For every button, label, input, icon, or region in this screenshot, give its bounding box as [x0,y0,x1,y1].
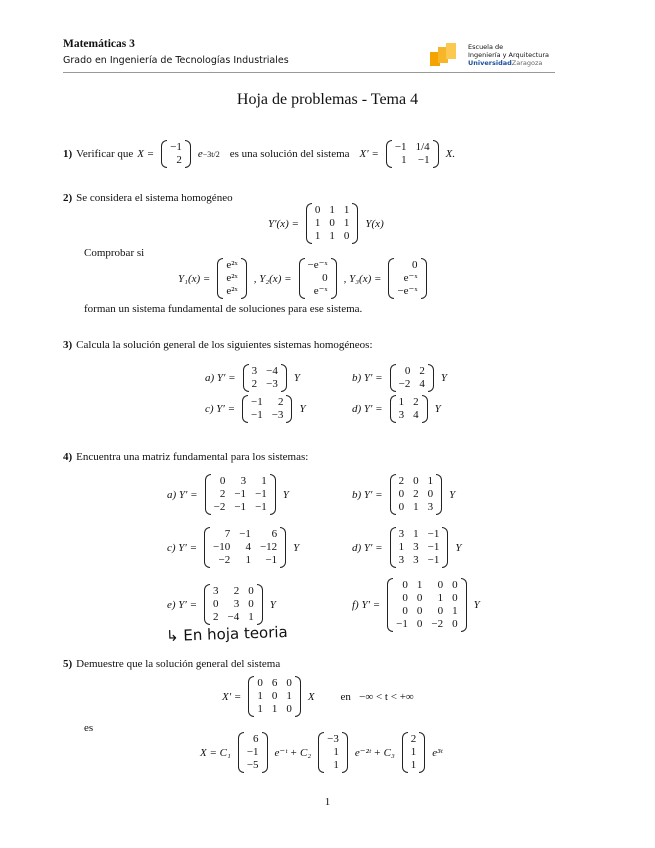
item-3b [352,364,447,392]
matrix-entry: 2 [410,733,417,745]
right-paren [352,203,358,244]
matrix-entry: 0 [286,677,292,689]
matrix-entry: −1 [239,528,251,540]
matrix-entry: −1 [251,396,263,408]
matrix-entry: 1 [329,204,335,216]
matrix-entry: 1 [257,703,263,715]
matrix-entry: 0 [413,475,419,487]
matrix-grid [396,474,437,515]
right-paren [421,258,427,299]
exponent: −3t/2 [202,149,220,159]
matrix-entry: 0 [257,677,263,689]
matrix-grid [396,364,428,392]
right-paren [433,140,439,168]
label: d) Y′ = [352,541,383,554]
item-3a [205,364,300,392]
logo-line1: Escuela de [468,43,504,51]
matrix-entry: 1 [437,592,444,604]
matrix-grid [312,203,353,244]
matrix-entry: 1 [286,690,292,702]
matrix-entry: −3 [266,378,278,390]
matrix-entry: 0 [322,272,328,284]
matrix-entry: −10 [213,541,231,553]
math: Y [455,541,462,554]
right-paren [270,474,276,515]
math: X′ = [222,690,242,703]
problem-number: 3) [63,339,73,351]
problem-number: 1) [63,148,73,160]
page-title: Hoja de problemas - Tema 4 [236,91,419,108]
problem-number: 2) [63,192,73,204]
matrix-entry: 0 [402,605,408,617]
matrix [390,527,449,568]
matrix-entry: 2 [233,585,240,597]
right-paren [419,732,425,773]
math: Y [293,541,300,554]
matrix-entry: 3 [427,501,434,513]
text: Se considera el sistema homogéneo [76,192,233,204]
matrix-entry: 0 [286,703,292,715]
matrix-entry: 0 [248,585,254,597]
matrix-entry: 0 [329,217,335,229]
matrix-entry: 1 [413,528,419,540]
label: c) Y′ = [205,403,235,415]
problem-number: 4) [63,451,73,463]
problem-5 [63,658,280,670]
matrix-grid [396,395,422,423]
matrix [386,140,439,168]
item-4b [352,474,455,515]
math: Y [473,599,480,611]
math: e⁻²ᵗ + C₃ [354,747,395,759]
matrix-entry: −2 [218,554,231,566]
right-paren [436,474,442,515]
matrix-entry: −2 [431,618,444,630]
item-3c [205,395,306,423]
matrix-entry: 4 [413,409,419,421]
matrix-entry: 0 [416,592,423,604]
math: , Y₂(x) = [253,272,292,285]
math: X = C₁ [200,746,231,759]
system-equation [222,676,414,717]
matrix-entry: 0 [452,592,458,604]
matrix-grid [210,527,280,568]
right-paren [428,364,434,392]
problem-2 [63,192,233,204]
matrix-grid [408,732,420,773]
matrix-entry: e²ˣ [226,272,238,284]
matrix-entry: 1 [398,541,405,553]
matrix-entry: 0 [402,592,408,604]
matrix-entry: 1 [452,605,458,617]
matrix-entry: 1 [401,154,407,166]
matrix-grid [249,364,281,392]
degree-name: Grado en Ingeniería de Tecnologías Industriales [63,55,289,66]
text: es una solución del sistema [229,148,350,160]
math: Y [434,403,441,415]
label: c) Y′ = [167,541,197,554]
matrix-entry: 0 [404,365,411,377]
matrix-entry: −3 [327,733,339,745]
matrix-entry: 4 [245,541,251,553]
matrix-entry: −12 [259,541,278,553]
matrix [306,203,359,244]
right-paren [295,676,301,717]
matrix-grid [324,732,342,773]
matrix-entry: −2 [213,501,226,513]
matrix-entry: 1 [427,475,434,487]
matrix-entry: 1 [261,475,267,487]
matrix-entry: 3 [213,585,219,597]
matrix-entry: −3 [271,409,284,421]
math: X = [137,148,155,160]
matrix-entry: 1 [413,501,419,513]
text: Verificar que [76,148,134,160]
matrix-entry: e²ˣ [226,285,238,297]
text: Encuentra una matriz fundamental para los sistemas: [76,451,309,463]
matrix-grid [223,258,240,299]
math: Y [269,598,276,611]
page-number: 1 [324,796,331,808]
matrix-entry: 0 [437,605,444,617]
vector [161,140,191,168]
matrix-entry: 0 [412,259,418,271]
math: Y [440,372,447,384]
item-4e [167,584,276,625]
matrix-entry: 3 [398,554,405,566]
logo-city: Zaragoza [511,59,543,67]
problem-3 [63,339,373,351]
matrix-entry: −1 [417,154,430,166]
matrix [390,395,428,423]
matrix-entry: 3 [413,554,419,566]
matrix-entry: −1 [234,488,247,500]
text: Demuestre que la solución general del sistema [76,658,281,670]
matrix-entry: 2 [398,475,405,487]
matrix-entry: −4 [227,611,240,623]
matrix-entry: 3 [413,541,419,553]
matrix-entry: −1 [265,554,278,566]
matrix [204,527,286,568]
matrix-entry: 1 [329,230,335,242]
matrix-entry: 4 [419,378,425,390]
math: , Y₃(x) = [343,272,382,285]
matrix-grid [210,584,257,625]
matrix-grid [305,258,331,299]
right-paren [422,395,428,423]
matrix-entry: 1 [248,611,254,623]
item-4d [352,527,461,568]
matrix-entry: 1 [398,396,405,408]
matrix-entry: −1 [251,409,263,421]
matrix-entry: 6 [271,528,278,540]
matrix-entry: −1 [427,528,440,540]
matrix-entry: 1 [343,204,350,216]
matrix-entry: 1 [271,703,278,715]
matrix-entry: −2 [398,378,411,390]
matrix-entry: 2 [277,396,284,408]
matrix [248,676,301,717]
right-paren [257,584,263,625]
right-paren [342,732,348,773]
matrix-entry: 0 [219,475,226,487]
header-divider [63,72,555,73]
matrix [243,364,287,392]
matrix-entry: e²ˣ [226,259,238,271]
matrix [204,584,263,625]
matrix-grid [244,732,262,773]
matrix [390,474,443,515]
matrix-entry: −1 [234,501,247,513]
text: Calcula la solución general de los siguientes sistemas homogéneos: [76,339,373,351]
right-paren [281,364,287,392]
matrix-grid [393,578,460,632]
matrix-entry: e⁻ˣ [313,285,328,297]
matrix-entry: 0 [427,488,434,500]
math: Y₁(x) = [178,272,211,285]
text: es [84,722,94,734]
right-paren [241,258,247,299]
matrix-entry: −1 [396,618,408,630]
matrix-entry: 1 [410,759,417,771]
right-paren [461,578,467,632]
label: d) Y′ = [352,403,383,415]
matrix-entry: −1 [170,141,182,153]
matrix-entry: 1 [314,230,321,242]
matrix-entry: −1 [394,141,407,153]
math: Y [293,372,300,384]
matrix-entry: 0 [248,598,254,610]
matrix-entry: 0 [437,579,444,591]
matrix-entry: 1 [245,554,251,566]
solutions [178,258,430,299]
text: forman un sistema fundamental de soluciones para ese sistema. [84,303,363,315]
math: e [197,148,203,160]
matrix [205,474,276,515]
matrix-entry: 0 [398,501,405,513]
matrix-entry: −5 [246,759,259,771]
matrix-entry: 0 [314,204,321,216]
item-3d [352,395,441,423]
vector [299,258,337,299]
matrix-entry: 6 [253,733,259,745]
course-title: Matemáticas 3 [63,38,135,50]
matrix-entry: −1 [427,541,440,553]
math: e⁻ᵗ + C₂ [274,747,312,759]
matrix-entry: 0 [452,618,458,630]
math: X [307,690,315,703]
matrix-entry: −4 [266,365,278,377]
matrix-entry: 2 [251,378,258,390]
problem-1 [63,140,455,168]
problem-number: 5) [63,658,73,670]
label: b) Y′ = [352,488,383,501]
math: Y(x) [365,217,384,230]
matrix-entry: 3 [233,598,240,610]
school-logo [428,42,549,68]
problem-4 [63,451,308,463]
vector [388,258,426,299]
matrix [387,578,466,632]
matrix-entry: 2 [413,488,419,500]
matrix-entry: −1 [246,746,259,758]
matrix-entry: 0 [402,579,408,591]
matrix-grid [394,258,420,299]
general-solution [200,732,442,773]
math: e³ᵗ [432,746,443,759]
math: X. [445,148,456,160]
condition: en −∞ < t < +∞ [340,690,414,703]
handwritten-note: ↳ En hoja teoria [165,622,288,646]
matrix-entry: 2 [213,611,219,623]
matrix-entry: 0 [416,618,423,630]
matrix-grid [211,474,270,515]
right-paren [262,732,268,773]
right-paren [442,527,448,568]
matrix-entry: −1 [255,501,267,513]
system-equation [268,203,384,244]
label: a) Y′ = [167,488,198,501]
math: Y′(x) = [268,217,299,230]
item-4a [167,474,289,515]
matrix-entry: 1 [410,746,417,758]
matrix-entry: 1 [333,759,339,771]
right-paren [185,140,191,168]
matrix-entry: 0 [213,598,219,610]
matrix-grid [167,140,185,168]
right-paren [286,395,292,423]
logo-mark-icon [428,42,462,68]
matrix [242,395,292,423]
vector [238,732,268,773]
matrix-grid [248,395,286,423]
matrix-entry: 0 [271,690,278,702]
matrix-entry: −e⁻ˣ [397,285,418,297]
math: Y [449,488,456,501]
matrix-entry: 7 [224,528,231,540]
matrix-entry: 2 [419,365,425,377]
matrix-entry: 2 [176,154,182,166]
matrix-entry: 2 [413,396,419,408]
logo-university: Universidad [468,59,512,67]
matrix-entry: 3 [398,409,405,421]
matrix-entry: 1 [333,746,339,758]
math: X′ = [359,148,379,160]
matrix-entry: 3 [398,528,405,540]
label: e) Y′ = [167,598,197,611]
matrix-entry: 6 [271,677,278,689]
math: Y [282,488,289,501]
vector [402,732,426,773]
matrix-entry: 1 [314,217,321,229]
item-4c [167,527,299,568]
right-paren [331,258,337,299]
label: b) Y′ = [352,372,383,384]
matrix-entry: 1 [416,579,423,591]
matrix-entry: −1 [255,488,267,500]
label: a) Y′ = [205,372,236,384]
matrix-entry: 0 [343,230,350,242]
label: f) Y′ = [352,599,381,611]
math: Y [299,403,306,415]
matrix-grid [254,676,295,717]
item-4f [352,578,480,632]
logo-line2: Ingeniería y Arquitectura [468,51,550,59]
vector [318,732,348,773]
matrix-entry: 0 [452,579,458,591]
matrix-grid [392,140,433,168]
matrix-entry: 2 [219,488,226,500]
matrix-entry: 1 [343,217,350,229]
matrix-grid [396,527,443,568]
matrix-entry: −e⁻ˣ [307,259,328,271]
matrix-entry: 3 [240,475,247,487]
vector [217,258,246,299]
matrix-entry: 0 [398,488,405,500]
matrix-entry: 1/4 [415,141,430,153]
matrix-entry: e⁻ˣ [403,272,418,284]
matrix-entry: 0 [416,605,423,617]
matrix [390,364,434,392]
right-paren [280,527,286,568]
matrix-entry: 3 [251,365,258,377]
matrix-entry: 1 [257,690,263,702]
text: Comprobar si [84,247,145,259]
matrix-entry: −1 [427,554,440,566]
